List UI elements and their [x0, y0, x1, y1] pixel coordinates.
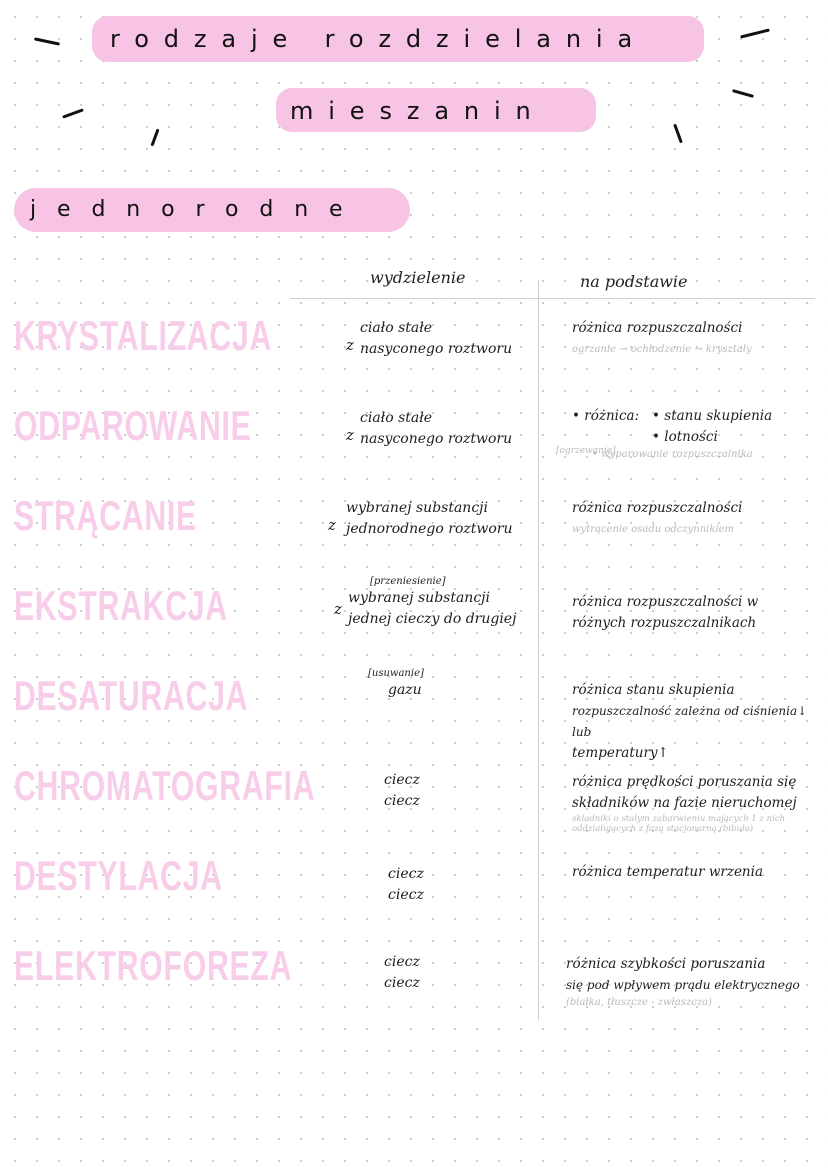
basis-line: różnica rozpuszczalności w: [572, 594, 759, 610]
side-note: [ogrzewanie]: [556, 446, 616, 456]
separation: [348, 576, 523, 630]
basis: [572, 772, 822, 834]
separation: [346, 498, 521, 540]
prefix: z: [346, 426, 354, 444]
separation: [360, 408, 535, 450]
decor-stroke: [673, 124, 683, 144]
method-name: EKSTRAKCJA: [14, 582, 228, 629]
basis-bullet: • stanu skupienia: [572, 406, 822, 427]
decor-stroke: [34, 37, 60, 45]
prefix: z: [334, 600, 342, 618]
basis-line: różnica prędkości poruszania się: [572, 774, 797, 790]
column-divider: [538, 280, 539, 1020]
method-name: DESTYLACJA: [14, 852, 223, 899]
separation-line: ciało stałe: [360, 410, 433, 426]
prefix: z: [346, 336, 354, 354]
basis-line: różnica szybkości poruszania: [566, 956, 766, 972]
decor-stroke: [732, 89, 754, 98]
separation-line: gazu: [388, 682, 422, 698]
basis: [566, 954, 816, 1009]
separation-line: nasyconego roztworu: [360, 431, 513, 447]
header-basis: na podstawie: [580, 272, 688, 291]
basis-line: różnych rozpuszczalnikach: [572, 615, 757, 631]
basis-line: temperatury↑: [572, 745, 669, 761]
basis-note: • wyparowanie rozpuszczalnika: [572, 448, 822, 461]
separation: [368, 668, 543, 701]
separation-line: wybranej substancji: [348, 590, 490, 606]
basis-note: ogrzanie → ochłodzenie → kryształy: [572, 344, 752, 355]
subtitle: jednorodne: [30, 197, 364, 222]
decor-stroke: [740, 28, 770, 38]
separation-line: ciecz: [384, 954, 420, 970]
basis-line: składników na fazie nieruchomej: [572, 795, 797, 811]
basis-line: różnica rozpuszczalności: [572, 320, 743, 336]
method-name: ELEKTROFOREZA: [14, 942, 293, 989]
separation-line: ciecz: [384, 772, 420, 788]
method-name: CHROMATOGRAFIA: [14, 762, 316, 809]
title-line-1: rodzaje rozdzielania: [110, 25, 648, 53]
method-name: STRĄCANIE: [14, 492, 197, 539]
basis: [572, 680, 822, 764]
basis-line: różnica stanu skupienia: [572, 682, 735, 698]
basis-line: rozpuszczalność zależna od ciśnienia↓ lub: [572, 704, 808, 739]
prefix: z: [328, 516, 336, 534]
method-name: ODPAROWANIE: [14, 402, 252, 449]
separation-line: ciecz: [388, 887, 424, 903]
basis-line: różnica rozpuszczalności: [572, 500, 743, 516]
separation-line: nasyconego roztworu: [360, 341, 513, 357]
method-name: KRYSTALIZACJA: [14, 312, 273, 359]
basis: [572, 592, 822, 634]
basis: [572, 498, 822, 536]
separation-line: jednej cieczy do drugiej: [348, 611, 517, 627]
decor-stroke: [151, 129, 160, 147]
separation-line: jednorodnego roztworu: [346, 521, 513, 537]
header-divider: [290, 298, 815, 299]
basis-line: różnica temperatur wrzenia: [572, 864, 763, 880]
title-line-2: mieszanin: [290, 97, 546, 125]
header-separation: wydzielenie: [370, 268, 466, 287]
method-name: DESATURACJA: [14, 672, 249, 719]
separation-line: ciecz: [384, 793, 420, 809]
separation: [384, 952, 559, 994]
basis-bullet: • lotności: [572, 427, 822, 448]
decor-stroke: [62, 108, 84, 118]
separation-note: [przeniesienie]: [370, 576, 446, 587]
basis: [572, 318, 822, 356]
basis-line: się pod wpływem prądu elektrycznego: [566, 978, 800, 992]
separation-line: wybranej substancji: [346, 500, 488, 516]
separation-line: ciecz: [388, 866, 424, 882]
separation-line: ciecz: [384, 975, 420, 991]
basis-note: wytrącenie osadu odczynnikiem: [572, 524, 735, 535]
basis-note: (białka, tłuszcze - zwłaszcza): [566, 997, 712, 1008]
basis: [572, 862, 822, 883]
separation-note: [usuwanie]: [368, 668, 424, 679]
basis-note: składniki o stałym zabarwieniu mających 1 z nich oddziałujących z fazą stacjonarną (bibuła): [572, 814, 786, 834]
separation: [360, 318, 535, 360]
separation-line: ciało stałe: [360, 320, 433, 336]
basis-line: • różnica:: [572, 406, 639, 427]
separation: [388, 864, 563, 906]
separation: [384, 770, 559, 812]
